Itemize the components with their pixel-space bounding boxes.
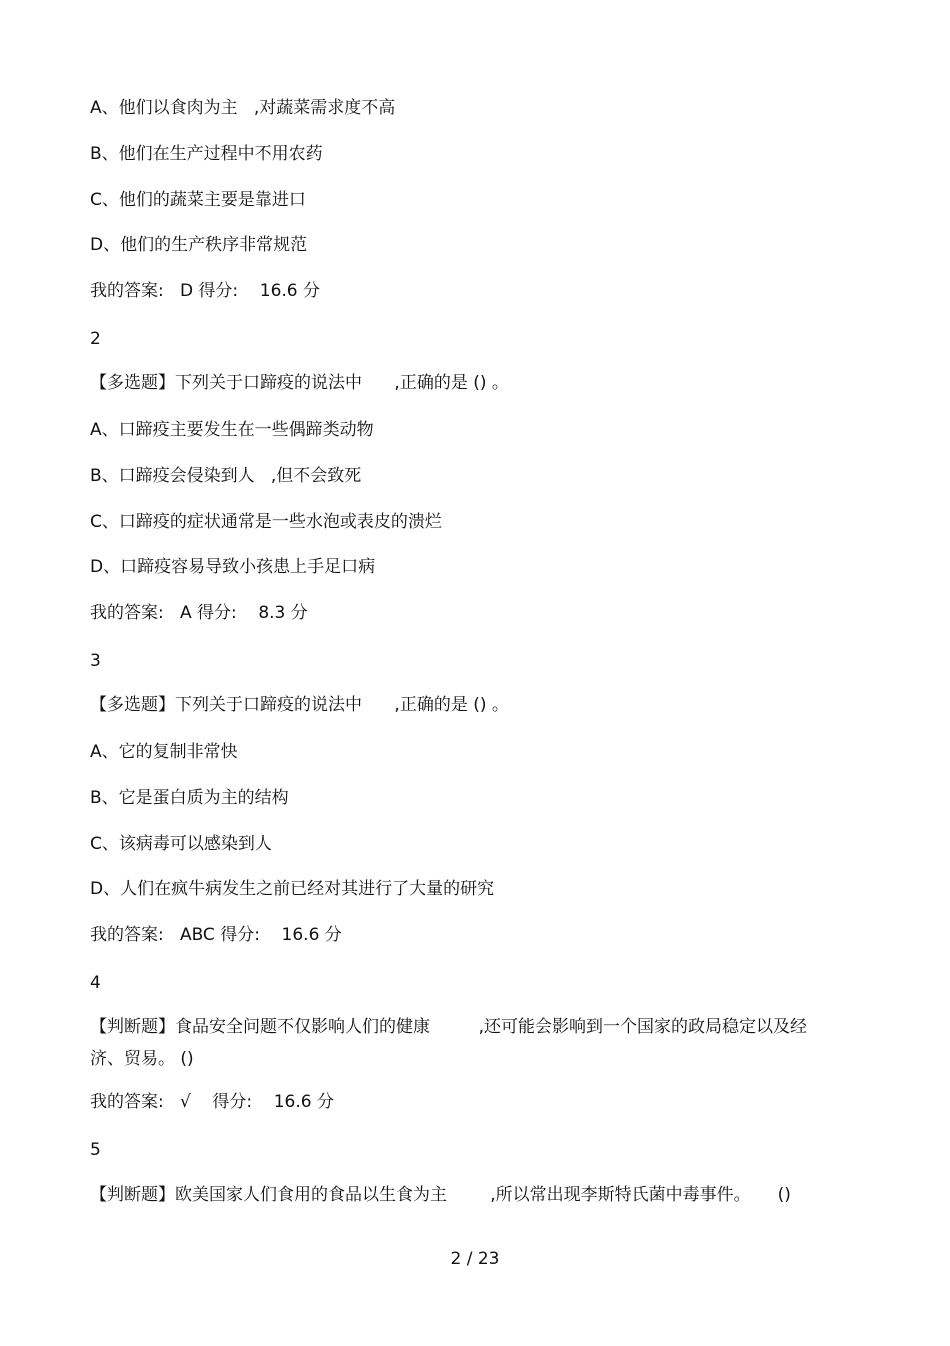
question-number-3: 3 (90, 651, 101, 671)
q3-option-b: B、它是蛋白质为主的结构 (90, 788, 289, 808)
q2-option-d: D、口蹄疫容易导致小孩患上手足口病 (90, 557, 376, 577)
q3-option-c: C、该病毒可以感染到人 (90, 834, 272, 854)
q1-option-a: A、他们以食肉为主 ,对蔬菜需求度不高 (90, 98, 396, 118)
q2-answer: 我的答案: A 得分: 8.3 分 (90, 603, 308, 623)
q1-option-c: C、他们的蔬菜主要是靠进口 (90, 190, 306, 210)
q3-stem: 【多选题】下列关于口蹄疫的说法中 ,正确的是 () 。 (90, 695, 509, 715)
q5-stem: 【判断题】欧美国家人们食用的食品以生食为主 ,所以常出现李斯特氏菌中毒事件。 () (90, 1185, 791, 1205)
q1-answer: 我的答案: D 得分: 16.6 分 (90, 281, 321, 301)
q3-option-d: D、人们在疯牛病发生之前已经对其进行了大量的研究 (90, 879, 495, 899)
q4-answer: 我的答案: √ 得分: 16.6 分 (90, 1092, 334, 1112)
question-number-5: 5 (90, 1140, 101, 1160)
question-number-4: 4 (90, 973, 101, 993)
q2-option-c: C、口蹄疫的症状通常是一些水泡或表皮的溃烂 (90, 512, 442, 532)
q1-option-d: D、他们的生产秩序非常规范 (90, 235, 308, 255)
q2-option-b: B、口蹄疫会侵染到人 ,但不会致死 (90, 466, 362, 486)
q3-answer: 我的答案: ABC 得分: 16.6 分 (90, 925, 342, 945)
page-number: 2 / 23 (450, 1249, 500, 1269)
q3-option-a: A、它的复制非常快 (90, 742, 238, 762)
q2-option-a: A、口蹄疫主要发生在一些偶蹄类动物 (90, 420, 374, 440)
question-number-2: 2 (90, 329, 101, 349)
q2-stem: 【多选题】下列关于口蹄疫的说法中 ,正确的是 () 。 (90, 373, 509, 393)
q4-stem: 【判断题】食品安全问题不仅影响人们的健康 ,还可能会影响到一个国家的政局稳定以及经济、贸易。 () (90, 1017, 808, 1069)
q1-option-b: B、他们在生产过程中不用农药 (90, 144, 323, 164)
